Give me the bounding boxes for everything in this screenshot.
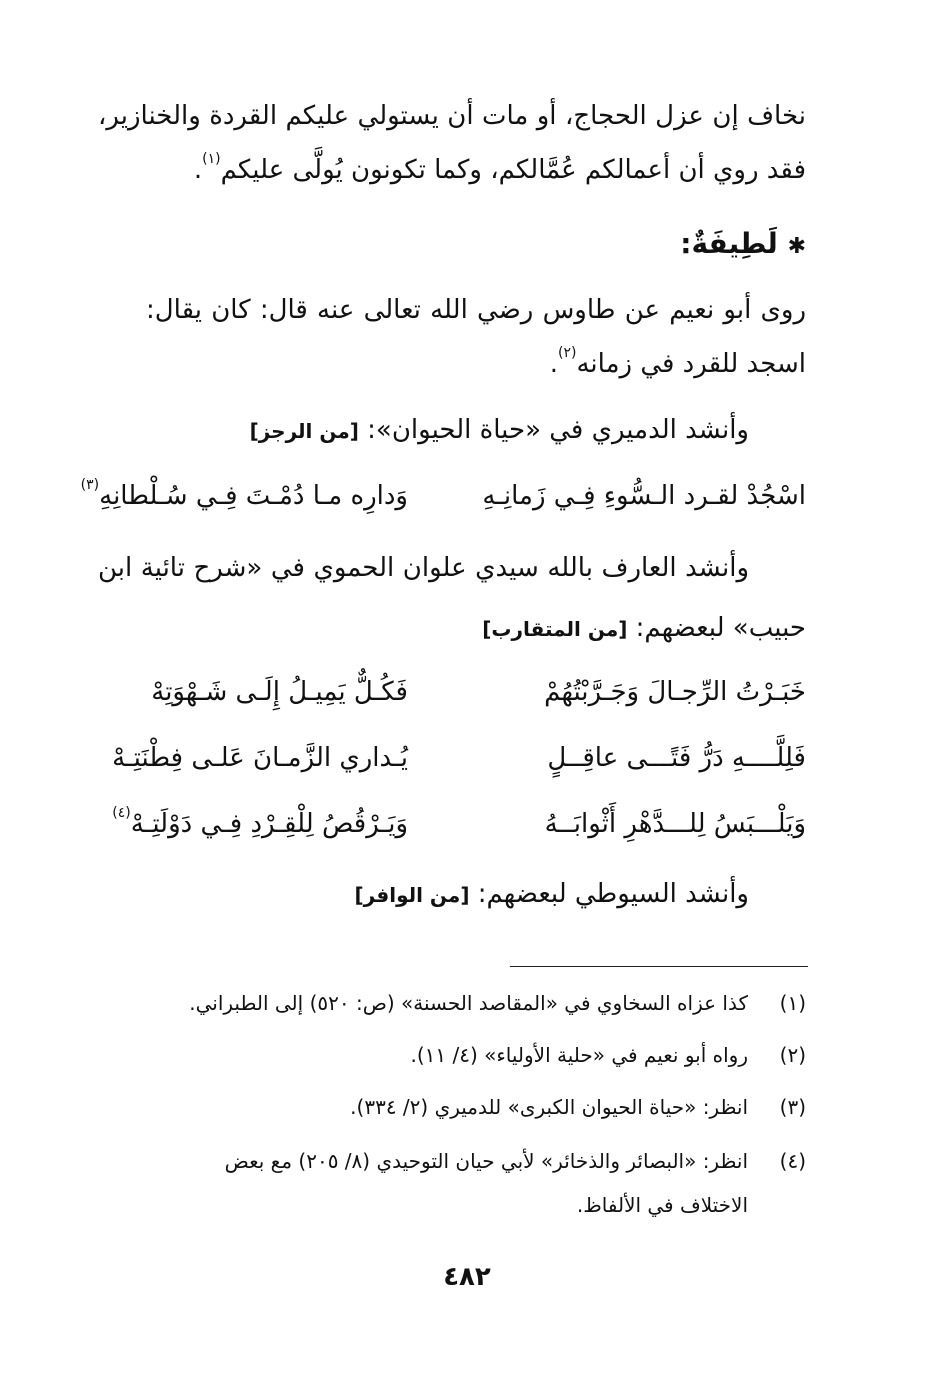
intro-1 <box>250 412 749 449</box>
paragraph-1-line-2-end: . <box>193 155 203 185</box>
footnote-2 <box>410 1040 806 1070</box>
intro-2-line-2 <box>482 610 806 647</box>
verse-1-second-hemistich <box>81 478 408 514</box>
footnote-1 <box>189 988 806 1018</box>
intro-1-text: وأنشد الدميري في «حياة الحيوان»: <box>358 415 749 445</box>
footnote-text: كذا عزاه السخاوي في «المقاصد الحسنة» (ص: ٥٢٠) إلى الطبراني. <box>189 991 748 1015</box>
footnote-4 <box>98 1146 806 1176</box>
poem-2-verse-3-second-text: وَيَـرْقُصُ لِلْقِـرْدِ فِـي دَوْلَتِـهْ <box>130 809 408 839</box>
footnote-number: (٢) <box>779 1043 806 1067</box>
poem-2-verse-2-first: فَلِلَّــــهِ دَرُّ فَتًـــى عاقِــلٍ <box>547 743 806 773</box>
heading-text: لَطِيفَةٌ: <box>680 227 778 260</box>
footnote-4-continuation: الاختلاف في الألفاظ. <box>576 1193 748 1217</box>
paragraph-2-line-2-text: اسجد للقرد في زمانه <box>576 349 806 379</box>
footnote-number: (١) <box>779 991 806 1015</box>
footnote-3 <box>350 1092 806 1122</box>
intro-2-line-1: وأنشد العارف بالله سيدي علوان الحموي في «شرح تائية ابن <box>98 553 749 583</box>
footnote-number: (٤) <box>779 1149 806 1173</box>
section-heading <box>680 226 806 265</box>
footnote-ref-1: (١) <box>202 151 221 167</box>
page-number: ٤٨٢ <box>443 1262 491 1292</box>
footnote-ref-2: (٢) <box>558 345 577 361</box>
footnote-number: (٣) <box>779 1095 806 1119</box>
verse-1-first-hemistich: اسْجُدْ لقـرد الـسُّوءِ فِـي زَمانِـهِ <box>482 481 806 511</box>
footnote-text: انظر: «حياة الحيوان الكبرى» للدميري (٢/ ٣٣٤). <box>350 1095 748 1119</box>
paragraph-2-line-2-end: . <box>549 349 558 379</box>
paragraph-2-line-1: روى أبو نعيم عن طاوس رضي الله تعالى عنه قال: كان يقال: <box>146 295 806 325</box>
meter-label-3: [من الوافر] <box>354 883 470 907</box>
footnote-text: انظر: «البصائر والذخائر» لأبي حيان التوحيدي (٨/ ٢٠٥) مع بعض <box>224 1149 748 1173</box>
asterisk-icon: ✱ <box>787 234 806 259</box>
footnote-text: رواه أبو نعيم في «حلية الأولياء» (٤/ ١١). <box>410 1043 748 1067</box>
poem-2-verse-1-first: خَبَـرْتُ الرِّجـالَ وَجَـرَّبْتُهُمْ <box>544 677 806 707</box>
meter-label-1: [من الرجز] <box>249 419 359 443</box>
intro-3 <box>355 876 749 913</box>
paragraph-1-line-2-text: فقد روي أن أعمالكم عُمَّالكم، وكما تكونون يُولَّى عليكم <box>220 155 806 185</box>
meter-label-2: [من المتقارب] <box>482 617 628 641</box>
footnote-separator <box>510 966 808 967</box>
verse-1-second-text: وَدارِه مـا دُمْـتَ فِـي سُـلْطانِهِ <box>99 481 408 511</box>
footnote-ref-4: (٤) <box>112 805 131 821</box>
paragraph-1-line-1: نخاف إن عزل الحجاج، أو مات أن يستولي عليكم القردة والخنازير، <box>98 101 806 131</box>
poem-2-verse-3-first: وَيَلْـــبَسُ لِلـــدَّهْرِ أَثْوابَــهُ <box>544 809 806 839</box>
poem-2-verse-1-second: فَكُـلٌّ يَمِيـلُ إِلَـى شَـهْوَتِهْ <box>151 677 408 707</box>
footnote-ref-3: (٣) <box>80 477 100 493</box>
poem-2-verse-2-second: يُـداري الزَّمـانَ عَلـى فِطْنَتِـهْ <box>112 743 408 773</box>
paragraph-2-line-2 <box>550 346 806 382</box>
intro-2-line-2-text: حبيب» لبعضهم: <box>627 613 806 643</box>
poem-2-verse-3-second <box>112 806 408 842</box>
intro-3-text: وأنشد السيوطي لبعضهم: <box>469 879 749 909</box>
paragraph-1-line-2 <box>194 152 806 188</box>
